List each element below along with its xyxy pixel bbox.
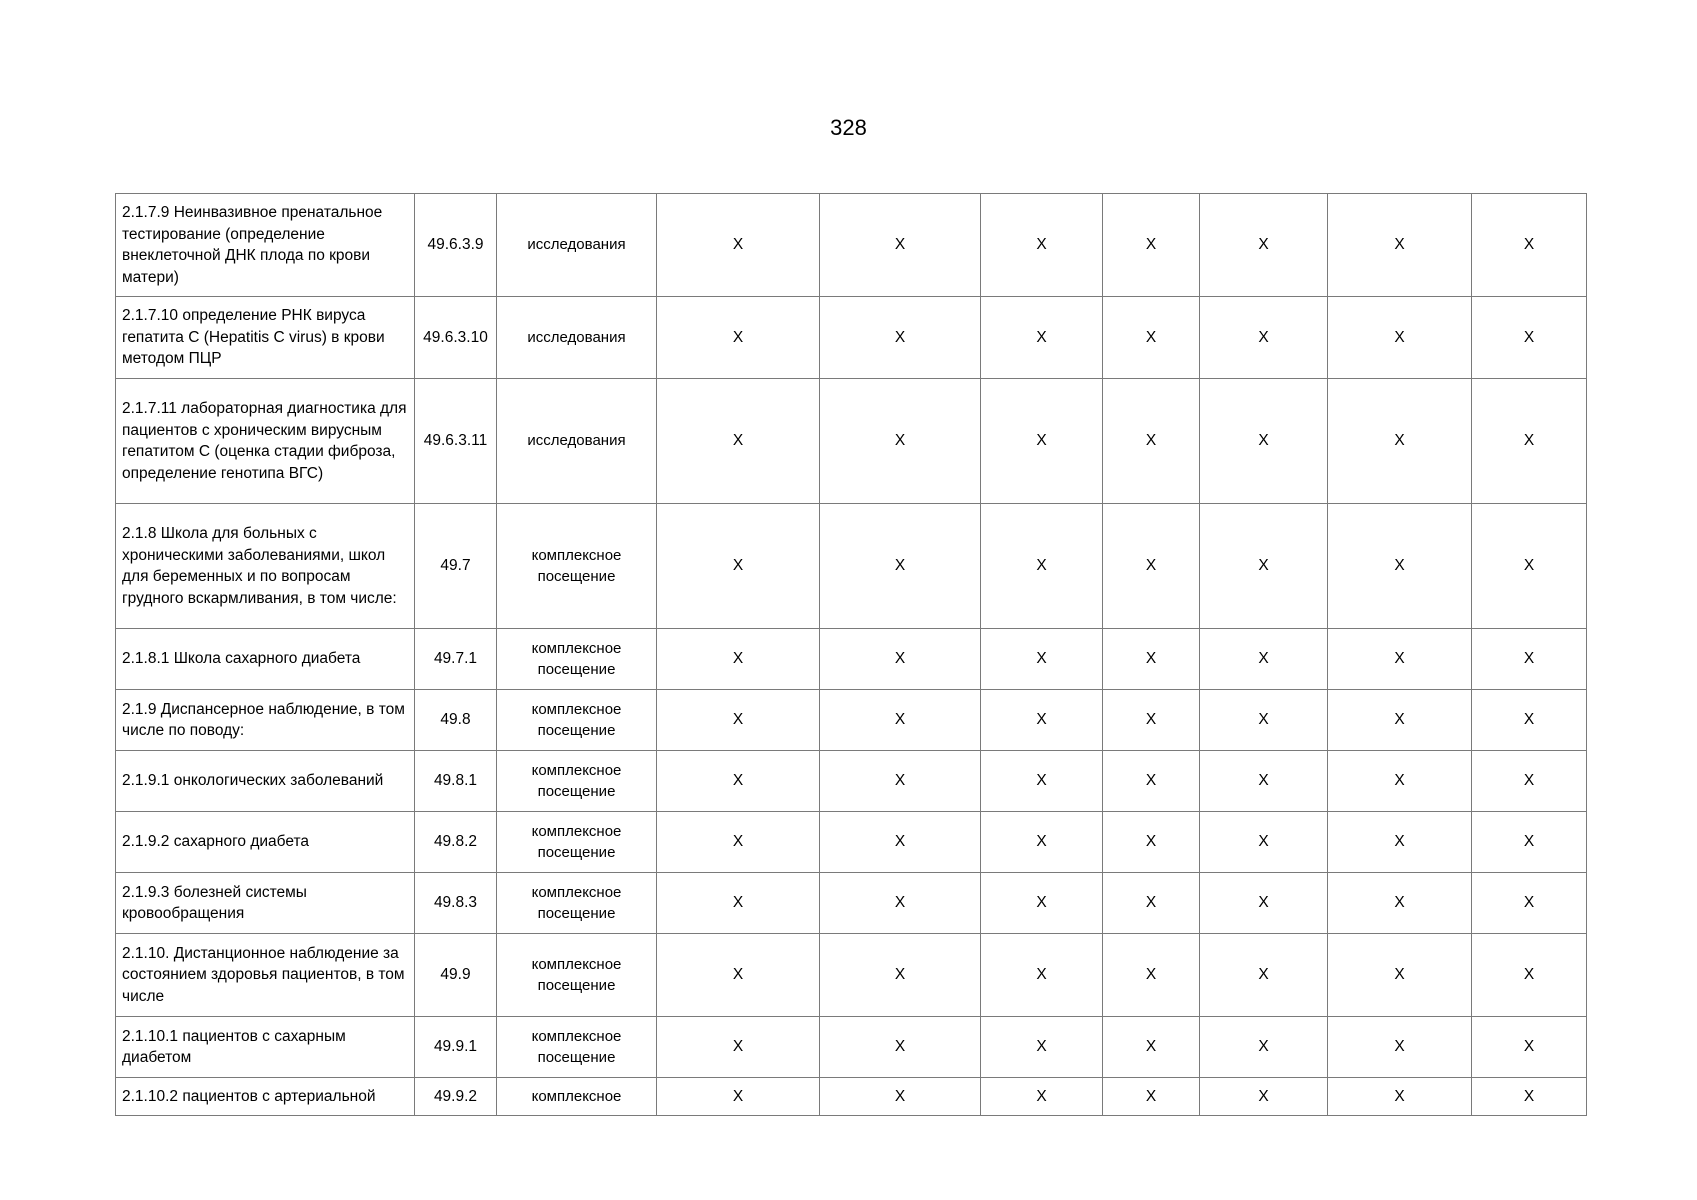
row-value-cell: X	[1200, 812, 1328, 873]
data-table	[115, 193, 1587, 1116]
row-unit-cell: исследования	[497, 194, 657, 297]
table-row	[116, 1017, 1587, 1078]
row-value-cell: X	[1103, 1017, 1200, 1078]
row-name-cell: 2.1.10.1 пациентов с сахарным диабетом	[116, 1017, 415, 1078]
row-unit-cell: комплексное посещение	[497, 751, 657, 812]
row-value-cell: X	[1103, 934, 1200, 1017]
row-value-cell: X	[820, 751, 981, 812]
table-row	[116, 629, 1587, 690]
table-row	[116, 873, 1587, 934]
row-value-cell: X	[1328, 812, 1472, 873]
row-value-cell: X	[1103, 812, 1200, 873]
row-unit-cell: комплексное посещение	[497, 1017, 657, 1078]
row-value-cell: X	[981, 751, 1103, 812]
row-unit-cell: комплексное посещение	[497, 629, 657, 690]
row-unit-cell: комплексное посещение	[497, 934, 657, 1017]
row-value-cell: X	[1200, 690, 1328, 751]
table-row	[116, 751, 1587, 812]
row-value-cell: X	[1200, 504, 1328, 629]
row-value-cell: X	[820, 194, 981, 297]
row-value-cell: X	[657, 873, 820, 934]
table-row	[116, 379, 1587, 504]
row-value-cell: X	[1472, 194, 1587, 297]
row-name-cell: 2.1.9 Диспансерное наблюдение, в том числе по поводу:	[116, 690, 415, 751]
row-name-cell: 2.1.9.3 болезней системы кровообращения	[116, 873, 415, 934]
row-value-cell: X	[657, 690, 820, 751]
row-value-cell: X	[1472, 297, 1587, 379]
row-value-cell: X	[657, 379, 820, 504]
row-value-cell: X	[820, 873, 981, 934]
row-value-cell: X	[820, 812, 981, 873]
row-unit-cell: исследования	[497, 297, 657, 379]
row-value-cell: X	[657, 194, 820, 297]
row-value-cell: X	[981, 873, 1103, 934]
row-value-cell: X	[981, 379, 1103, 504]
row-code-cell: 49.8.3	[415, 873, 497, 934]
row-value-cell: X	[981, 690, 1103, 751]
row-value-cell: X	[1472, 812, 1587, 873]
row-value-cell: X	[657, 297, 820, 379]
table-row	[116, 1078, 1587, 1116]
row-unit-cell: комплексное	[497, 1078, 657, 1116]
row-value-cell: X	[981, 934, 1103, 1017]
row-value-cell: X	[1472, 751, 1587, 812]
row-value-cell: X	[1472, 1078, 1587, 1116]
row-value-cell: X	[1472, 873, 1587, 934]
row-name-cell: 2.1.10.2 пациентов с артериальной	[116, 1078, 415, 1116]
row-value-cell: X	[1472, 504, 1587, 629]
row-value-cell: X	[1328, 751, 1472, 812]
table-body	[116, 194, 1587, 1116]
row-value-cell: X	[1103, 1078, 1200, 1116]
row-value-cell: X	[820, 297, 981, 379]
row-value-cell: X	[820, 690, 981, 751]
row-value-cell: X	[1200, 1078, 1328, 1116]
row-code-cell: 49.6.3.10	[415, 297, 497, 379]
row-code-cell: 49.6.3.9	[415, 194, 497, 297]
row-value-cell: X	[1103, 629, 1200, 690]
row-value-cell: X	[820, 379, 981, 504]
row-code-cell: 49.6.3.11	[415, 379, 497, 504]
row-name-cell: 2.1.7.10 определение РНК вируса гепатита С (Hepatitis C virus) в крови методом ПЦР	[116, 297, 415, 379]
row-value-cell: X	[1328, 194, 1472, 297]
table-row	[116, 504, 1587, 629]
row-code-cell: 49.8.1	[415, 751, 497, 812]
row-value-cell: X	[820, 1078, 981, 1116]
row-value-cell: X	[1200, 934, 1328, 1017]
row-value-cell: X	[657, 751, 820, 812]
row-value-cell: X	[820, 629, 981, 690]
row-value-cell: X	[657, 629, 820, 690]
row-value-cell: X	[820, 1017, 981, 1078]
row-name-cell: 2.1.10. Дистанционное наблюдение за состоянием здоровья пациентов, в том числе	[116, 934, 415, 1017]
row-unit-cell: комплексное посещение	[497, 690, 657, 751]
row-value-cell: X	[657, 934, 820, 1017]
row-name-cell: 2.1.8 Школа для больных с хроническими заболеваниями, школ для беременных и по вопросам грудного вскармливания, в том числе:	[116, 504, 415, 629]
page-number: 328	[830, 115, 867, 140]
row-code-cell: 49.8	[415, 690, 497, 751]
row-value-cell: X	[1328, 934, 1472, 1017]
row-code-cell: 49.7.1	[415, 629, 497, 690]
row-value-cell: X	[1328, 690, 1472, 751]
table-row	[116, 297, 1587, 379]
row-value-cell: X	[1103, 504, 1200, 629]
row-value-cell: X	[657, 1017, 820, 1078]
row-value-cell: X	[1103, 751, 1200, 812]
row-name-cell: 2.1.7.11 лабораторная диагностика для пациентов с хроническим вирусным гепатитом С (оценка стадии фиброза, определение генотипа ВГС)	[116, 379, 415, 504]
row-value-cell: X	[981, 629, 1103, 690]
row-value-cell: X	[981, 812, 1103, 873]
row-code-cell: 49.8.2	[415, 812, 497, 873]
row-code-cell: 49.9.2	[415, 1078, 497, 1116]
row-value-cell: X	[1103, 690, 1200, 751]
row-value-cell: X	[1103, 297, 1200, 379]
row-value-cell: X	[1328, 873, 1472, 934]
row-value-cell: X	[820, 504, 981, 629]
row-value-cell: X	[657, 1078, 820, 1116]
row-value-cell: X	[1200, 629, 1328, 690]
row-value-cell: X	[657, 812, 820, 873]
row-value-cell: X	[1328, 1017, 1472, 1078]
row-value-cell: X	[820, 934, 981, 1017]
row-value-cell: X	[1200, 379, 1328, 504]
row-unit-cell: комплексное посещение	[497, 504, 657, 629]
row-unit-cell: исследования	[497, 379, 657, 504]
table-row	[116, 194, 1587, 297]
row-value-cell: X	[981, 504, 1103, 629]
table-row	[116, 690, 1587, 751]
row-value-cell: X	[1200, 751, 1328, 812]
row-unit-cell: комплексное посещение	[497, 873, 657, 934]
row-value-cell: X	[1328, 629, 1472, 690]
row-value-cell: X	[1472, 690, 1587, 751]
row-value-cell: X	[1200, 194, 1328, 297]
row-unit-cell: комплексное посещение	[497, 812, 657, 873]
row-code-cell: 49.9.1	[415, 1017, 497, 1078]
row-value-cell: X	[1472, 1017, 1587, 1078]
row-name-cell: 2.1.8.1 Школа сахарного диабета	[116, 629, 415, 690]
row-value-cell: X	[1472, 629, 1587, 690]
row-name-cell: 2.1.7.9 Неинвазивное пренатальное тестирование (определение внеклеточной ДНК плода по крови матери)	[116, 194, 415, 297]
row-value-cell: X	[981, 194, 1103, 297]
row-value-cell: X	[981, 1017, 1103, 1078]
row-value-cell: X	[1200, 297, 1328, 379]
table-row	[116, 934, 1587, 1017]
row-value-cell: X	[1328, 379, 1472, 504]
row-name-cell: 2.1.9.2 сахарного диабета	[116, 812, 415, 873]
row-value-cell: X	[1472, 379, 1587, 504]
row-value-cell: X	[981, 297, 1103, 379]
row-value-cell: X	[1103, 194, 1200, 297]
row-value-cell: X	[1328, 504, 1472, 629]
row-code-cell: 49.9	[415, 934, 497, 1017]
row-value-cell: X	[1103, 379, 1200, 504]
row-value-cell: X	[657, 504, 820, 629]
row-code-cell: 49.7	[415, 504, 497, 629]
row-value-cell: X	[1200, 873, 1328, 934]
row-value-cell: X	[981, 1078, 1103, 1116]
row-value-cell: X	[1200, 1017, 1328, 1078]
row-value-cell: X	[1472, 934, 1587, 1017]
table-row	[116, 812, 1587, 873]
row-name-cell: 2.1.9.1 онкологических заболеваний	[116, 751, 415, 812]
row-value-cell: X	[1103, 873, 1200, 934]
row-value-cell: X	[1328, 297, 1472, 379]
row-value-cell: X	[1328, 1078, 1472, 1116]
